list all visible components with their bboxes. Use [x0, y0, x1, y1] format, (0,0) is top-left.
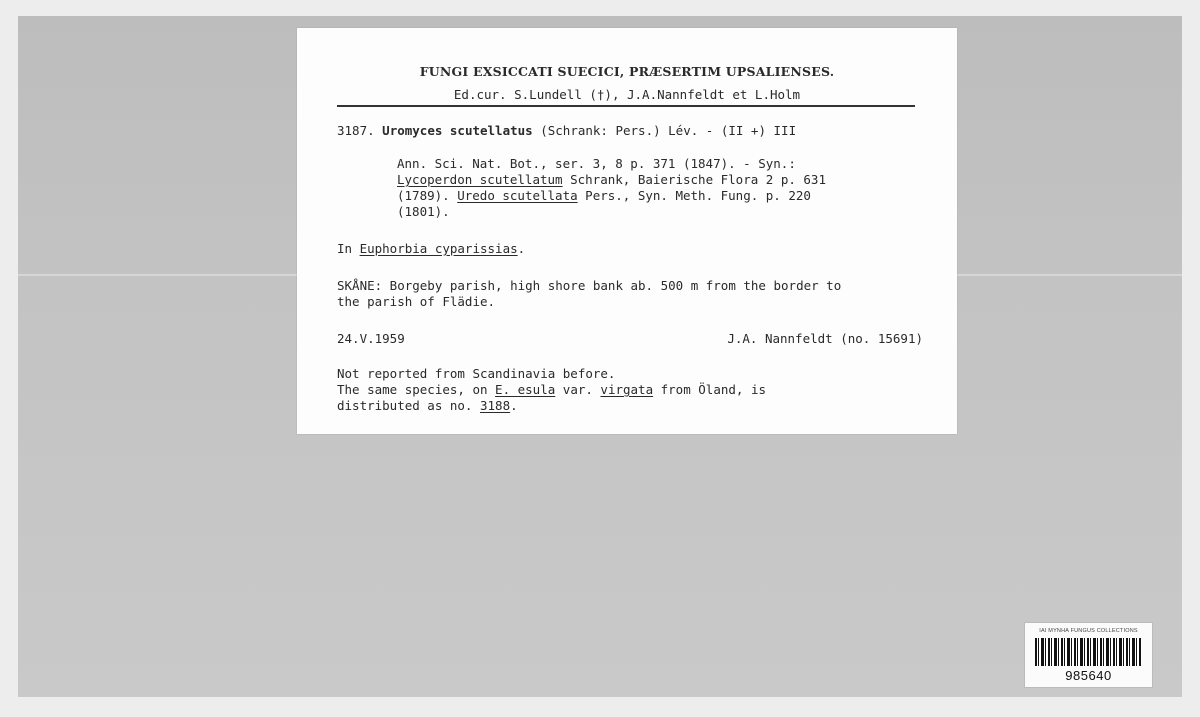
specimen-label: [297, 28, 957, 434]
notes-number: 3188: [480, 398, 511, 413]
notes-line-3: [337, 398, 518, 413]
reference-line-3: [397, 188, 811, 203]
collection-date: 24.V.1959: [337, 331, 405, 346]
entry-line: [337, 123, 796, 138]
notes-line-2-c: from Öland, is: [653, 382, 766, 397]
reference-line-4: (1801).: [397, 204, 450, 219]
notes-line-2-b: var.: [555, 382, 601, 397]
notes-line-2: [337, 382, 766, 397]
label-title: FUNGI EXSICCATI SUECICI, PRÆSERTIM UPSALIENSES.: [419, 64, 835, 79]
barcode-header: IAI MYNHA FUNGUS COLLECTIONS: [1039, 628, 1138, 634]
synonym-lycoperdon: Lycoperdon scutellatum: [397, 172, 563, 187]
notes-line-3-a: distributed as no.: [337, 398, 480, 413]
barcode-tag: [1024, 622, 1153, 688]
reference-line-2-rest: Schrank, Baierische Flora 2 p. 631: [562, 172, 826, 187]
reference-line-2: [397, 172, 826, 187]
label-editors: Ed.cur. S.Lundell (†), J.A.Nannfeldt et L.Holm: [453, 87, 801, 102]
locality-line-2: the parish of Flädie.: [337, 294, 496, 309]
notes-line-3-b: .: [510, 398, 518, 413]
reference-line-3-rest: Pers., Syn. Meth. Fung. p. 220: [577, 188, 811, 203]
reference-line-1: Ann. Sci. Nat. Bot., ser. 3, 8 p. 371 (1847). - Syn.:: [397, 156, 796, 171]
barcode-number: 985640: [1065, 668, 1112, 683]
host-prefix: In: [337, 241, 360, 256]
host-line: [337, 241, 525, 256]
species-authority: (Schrank: Pers.) Lév. - (II +) III: [540, 123, 797, 138]
host-suffix: .: [517, 241, 526, 256]
entry-number: 3187.: [337, 123, 375, 138]
notes-line-1: Not reported from Scandinavia before.: [337, 366, 616, 381]
notes-host: E. esula: [495, 382, 556, 397]
notes-line-2-a: The same species, on: [337, 382, 496, 397]
locality-line-1: SKÅNE: Borgeby parish, high shore bank ab. 500 m from the border to: [337, 278, 842, 293]
collector: J.A. Nannfeldt (no. 15691): [727, 331, 923, 346]
title-rule: [337, 105, 915, 107]
host-name: Euphorbia cyparissias: [359, 241, 518, 256]
species-name: Uromyces scutellatus: [382, 123, 533, 138]
barcode-icon: [1035, 638, 1142, 666]
notes-variety: virgata: [600, 382, 654, 397]
reference-line-3-year: (1789).: [397, 188, 458, 203]
synonym-uredo: Uredo scutellata: [457, 188, 578, 203]
